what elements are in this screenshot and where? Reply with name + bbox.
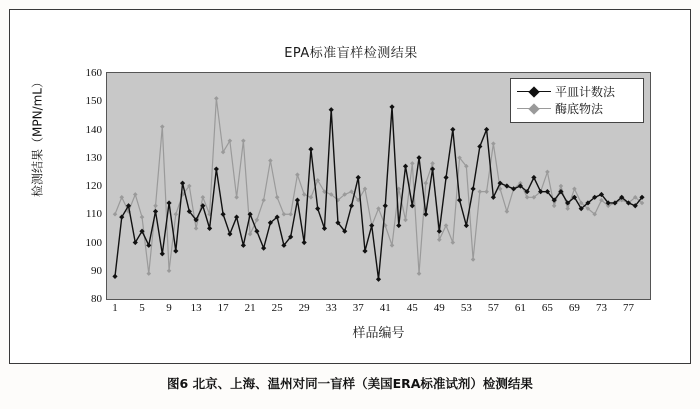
data-point-marker (255, 218, 260, 223)
x-tick-label: 49 (433, 302, 445, 314)
legend-marker-diamond-icon (517, 86, 551, 98)
data-point-marker (443, 175, 448, 180)
data-point-marker (417, 271, 422, 276)
x-tick-label: 69 (568, 302, 580, 314)
x-tick-label: 45 (406, 302, 418, 314)
data-point-marker (282, 212, 287, 217)
chart-title: EPA标准盲样检测结果 (284, 46, 418, 61)
data-point-marker (268, 158, 273, 163)
data-point-marker (525, 195, 530, 200)
data-point-marker (565, 206, 570, 211)
data-point-marker (133, 192, 138, 197)
x-tick-label: 17 (217, 302, 229, 314)
data-point-marker (430, 161, 435, 166)
data-point-marker (484, 127, 489, 132)
data-point-marker (356, 175, 361, 180)
x-tick-label: 37 (352, 302, 364, 314)
data-point-marker (498, 181, 503, 186)
data-point-marker (396, 223, 401, 228)
x-tick-label: 57 (487, 302, 499, 314)
legend-marker-diamond-icon (517, 103, 551, 115)
data-point-marker (160, 124, 165, 129)
x-tick-label: 61 (514, 302, 526, 314)
data-point-marker (504, 183, 509, 188)
data-point-marker (261, 246, 266, 251)
data-point-marker (389, 104, 394, 109)
data-point-marker (234, 195, 239, 200)
data-point-marker (146, 271, 151, 276)
data-point-marker (559, 184, 564, 189)
data-point-marker (140, 215, 145, 220)
legend-label-1: 酶底物法 (555, 102, 604, 116)
data-point-marker (248, 232, 253, 237)
legend-label-0: 平皿计数法 (555, 85, 616, 99)
data-point-marker (214, 166, 219, 171)
data-point-marker (194, 226, 199, 231)
data-point-marker (221, 212, 226, 217)
data-point-marker (173, 248, 178, 253)
data-point-marker (234, 214, 239, 219)
data-point-marker (261, 198, 266, 203)
data-point-marker (491, 195, 496, 200)
data-point-marker (329, 107, 334, 112)
data-point-marker (166, 200, 171, 205)
data-point-marker (383, 203, 388, 208)
data-point-marker (241, 139, 246, 144)
data-point-marker (275, 195, 280, 200)
data-point-marker (315, 206, 320, 211)
chart-legend (510, 78, 644, 123)
y-tick-label: 100 (85, 236, 102, 249)
figure-caption: 图6 北京、上海、温州对同一盲样（美国ERA标准试剂）检测结果 (167, 376, 533, 391)
data-point-marker (201, 195, 206, 200)
x-tick-label: 25 (271, 302, 283, 314)
data-point-marker (167, 268, 172, 273)
data-point-marker (505, 209, 510, 214)
data-point-marker (254, 229, 259, 234)
data-point-marker (572, 187, 577, 192)
data-point-marker (552, 203, 557, 208)
data-point-marker (491, 141, 496, 146)
y-tick-label: 110 (85, 208, 102, 221)
y-tick-label: 90 (91, 264, 102, 277)
data-point-marker (308, 147, 313, 152)
x-tick-label: 1 (112, 302, 118, 314)
data-point-marker (477, 144, 482, 149)
data-point-marker (470, 186, 475, 191)
data-point-marker (416, 155, 421, 160)
data-point-marker (450, 127, 455, 132)
x-tick-label: 9 (166, 302, 172, 314)
data-point-marker (295, 172, 300, 177)
data-point-marker (471, 257, 476, 262)
x-axis-ticks (106, 302, 651, 318)
x-tick-label: 53 (460, 302, 472, 314)
x-tick-label: 41 (379, 302, 391, 314)
data-point-marker (451, 240, 456, 245)
data-point-marker (174, 212, 179, 217)
x-tick-label: 13 (190, 302, 202, 314)
data-point-marker (146, 243, 151, 248)
data-point-marker (119, 195, 124, 200)
data-point-marker (484, 189, 489, 194)
data-point-marker (227, 231, 232, 236)
data-point-marker (437, 229, 442, 234)
data-point-marker (457, 198, 462, 203)
legend-item-1 (517, 100, 637, 117)
data-point-marker (153, 209, 158, 214)
y-tick-label: 150 (85, 95, 102, 108)
data-point-marker (302, 192, 307, 197)
y-axis-ticks (70, 67, 102, 305)
legend-item-0 (517, 83, 637, 100)
data-point-marker (113, 212, 118, 217)
data-point-marker (180, 181, 185, 186)
data-point-marker (545, 170, 550, 175)
data-point-marker (112, 274, 117, 279)
x-tick-label: 5 (139, 302, 145, 314)
x-tick-label: 77 (622, 302, 634, 314)
x-tick-label: 29 (298, 302, 310, 314)
data-point-marker (437, 237, 442, 242)
data-point-marker (403, 218, 408, 223)
data-point-marker (207, 226, 212, 231)
data-point-marker (241, 243, 246, 248)
data-point-marker (444, 223, 449, 228)
data-point-marker (288, 212, 293, 217)
data-point-marker (295, 198, 300, 203)
x-tick-label: 65 (541, 302, 553, 314)
data-point-marker (410, 161, 415, 166)
x-tick-label: 73 (595, 302, 607, 314)
x-tick-label: 33 (325, 302, 337, 314)
y-tick-label: 140 (85, 123, 102, 136)
data-point-marker (464, 223, 469, 228)
x-axis-title: 样品编号 (352, 326, 405, 341)
data-point-marker (403, 164, 408, 169)
data-point-marker (302, 240, 307, 245)
y-axis-title: 检测结果（MPN/mL） (30, 76, 45, 197)
data-point-marker (531, 175, 536, 180)
data-point-marker (153, 203, 158, 208)
y-tick-label: 160 (85, 67, 102, 79)
data-point-marker (423, 181, 428, 186)
y-tick-label: 120 (85, 180, 102, 192)
data-point-marker (478, 189, 483, 194)
data-point-marker (349, 203, 354, 208)
data-point-marker (376, 277, 381, 282)
data-point-marker (214, 96, 219, 101)
y-tick-label: 80 (91, 293, 102, 305)
data-point-marker (376, 206, 381, 211)
data-point-marker (322, 226, 327, 231)
data-point-marker (362, 248, 367, 253)
data-point-marker (410, 203, 415, 208)
chart-frame (9, 9, 691, 364)
x-tick-label: 21 (244, 302, 256, 314)
y-tick-label: 130 (85, 151, 102, 164)
data-point-marker (309, 195, 314, 200)
data-point-marker (160, 251, 165, 256)
data-point-marker (390, 243, 395, 248)
data-point-marker (369, 223, 374, 228)
